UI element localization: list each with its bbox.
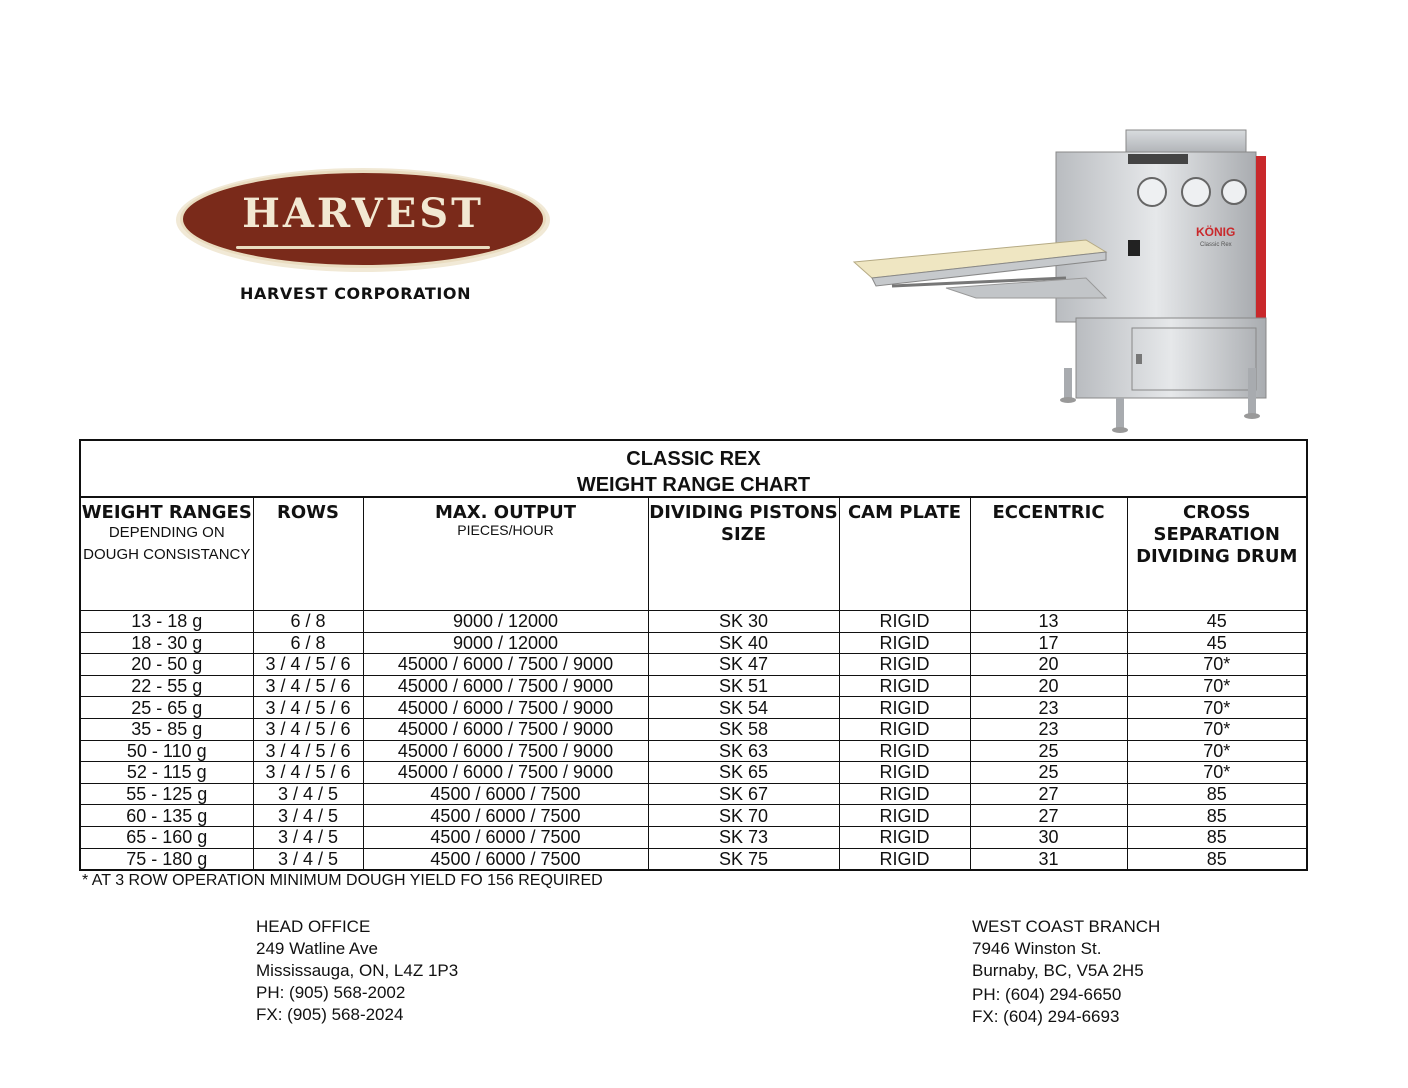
cell-max-output: 45000 / 6000 / 7500 / 9000 xyxy=(363,675,648,697)
cell-weight-range: 50 - 110 g xyxy=(81,740,253,762)
head-office-street: 249 Watline Ave xyxy=(256,939,378,958)
weight-range-chart xyxy=(79,439,1308,871)
cell-rows: 3 / 4 / 5 / 6 xyxy=(253,718,363,740)
header-eccentric: ECCENTRIC xyxy=(970,498,1127,611)
cell-cam-plate: RIGID xyxy=(839,805,970,827)
cell-cross-separation: 70* xyxy=(1127,654,1306,676)
cell-cross-separation: 85 xyxy=(1127,826,1306,848)
cell-eccentric: 17 xyxy=(970,632,1127,654)
cell-eccentric: 25 xyxy=(970,762,1127,784)
cell-piston-size: SK 58 xyxy=(648,718,839,740)
cell-weight-range: 55 - 125 g xyxy=(81,783,253,805)
head-office-title: HEAD OFFICE xyxy=(256,917,371,936)
cell-rows: 3 / 4 / 5 xyxy=(253,826,363,848)
cell-piston-size: SK 40 xyxy=(648,632,839,654)
west-branch-title: WEST COAST BRANCH xyxy=(972,917,1161,936)
cell-rows: 3 / 4 / 5 xyxy=(253,805,363,827)
logo-text: HARVEST xyxy=(242,190,484,237)
head-office-address xyxy=(256,916,458,1026)
table-body xyxy=(81,611,1306,870)
cell-cross-separation: 45 xyxy=(1127,611,1306,633)
cell-max-output: 45000 / 6000 / 7500 / 9000 xyxy=(363,740,648,762)
cell-rows: 3 / 4 / 5 xyxy=(253,783,363,805)
cell-rows: 3 / 4 / 5 xyxy=(253,848,363,869)
cell-cam-plate: RIGID xyxy=(839,632,970,654)
head-office-phone: PH: (905) 568-2002 xyxy=(256,983,406,1002)
cell-piston-size: SK 70 xyxy=(648,805,839,827)
table-row xyxy=(81,805,1306,827)
cell-max-output: 4500 / 6000 / 7500 xyxy=(363,848,648,869)
cell-rows: 3 / 4 / 5 / 6 xyxy=(253,654,363,676)
cell-max-output: 9000 / 12000 xyxy=(363,632,648,654)
cell-cam-plate: RIGID xyxy=(839,762,970,784)
cell-piston-size: SK 63 xyxy=(648,740,839,762)
dough-divider-machine-image xyxy=(836,128,1296,438)
cell-eccentric: 20 xyxy=(970,654,1127,676)
cell-piston-size: SK 51 xyxy=(648,675,839,697)
header-weight-label: WEIGHT RANGES xyxy=(81,502,252,523)
header-output-label: MAX. OUTPUT xyxy=(434,502,577,523)
cell-rows: 3 / 4 / 5 / 6 xyxy=(253,697,363,719)
cell-max-output: 45000 / 6000 / 7500 / 9000 xyxy=(363,697,648,719)
header-max-output xyxy=(363,498,648,611)
chart-footnote: * AT 3 ROW OPERATION MINIMUM DOUGH YIELD FO 156 REQUIRED xyxy=(82,872,603,889)
table-row xyxy=(81,697,1306,719)
table-row xyxy=(81,718,1306,740)
header-output-sub: PIECES/HOUR xyxy=(457,522,554,538)
chart-title xyxy=(81,441,1306,498)
cell-eccentric: 20 xyxy=(970,675,1127,697)
cell-eccentric: 27 xyxy=(970,805,1127,827)
head-office-city: Mississauga, ON, L4Z 1P3 xyxy=(256,961,459,980)
table-row xyxy=(81,654,1306,676)
cell-cam-plate: RIGID xyxy=(839,697,970,719)
west-branch-street: 7946 Winston St. xyxy=(972,939,1102,958)
cell-max-output: 45000 / 6000 / 7500 / 9000 xyxy=(363,718,648,740)
west-branch-fax: FX: (604) 294-6693 xyxy=(972,1007,1120,1026)
cell-weight-range: 25 - 65 g xyxy=(81,697,253,719)
cell-cross-separation: 85 xyxy=(1127,848,1306,869)
west-branch-city: Burnaby, BC, V5A 2H5 xyxy=(972,961,1144,980)
chart-title-line-1: CLASSIC REX xyxy=(626,448,761,470)
table-row xyxy=(81,762,1306,784)
cell-weight-range: 60 - 135 g xyxy=(81,805,253,827)
cell-eccentric: 30 xyxy=(970,826,1127,848)
header-cross-separation: CROSS SEPARATION DIVIDING DRUM xyxy=(1127,498,1306,611)
cell-cam-plate: RIGID xyxy=(839,740,970,762)
cell-rows: 3 / 4 / 5 / 6 xyxy=(253,762,363,784)
table-row xyxy=(81,611,1306,633)
cell-max-output: 9000 / 12000 xyxy=(363,611,648,633)
machine-model: Classic Rex xyxy=(1200,242,1232,248)
west-branch-address xyxy=(972,916,1160,1028)
cell-weight-range: 20 - 50 g xyxy=(81,654,253,676)
cell-piston-size: SK 73 xyxy=(648,826,839,848)
cell-cam-plate: RIGID xyxy=(839,611,970,633)
table-row xyxy=(81,826,1306,848)
west-branch-phone: PH: (604) 294-6650 xyxy=(972,985,1122,1004)
cell-weight-range: 75 - 180 g xyxy=(81,848,253,869)
cell-weight-range: 35 - 85 g xyxy=(81,718,253,740)
cell-cam-plate: RIGID xyxy=(839,654,970,676)
cell-rows: 6 / 8 xyxy=(253,611,363,633)
header-dividing-pistons: DIVIDING PISTONS SIZE xyxy=(648,498,839,611)
cell-eccentric: 23 xyxy=(970,697,1127,719)
cell-eccentric: 13 xyxy=(970,611,1127,633)
cell-max-output: 4500 / 6000 / 7500 xyxy=(363,805,648,827)
table-row xyxy=(81,632,1306,654)
corporation-name: HARVEST CORPORATION xyxy=(240,284,472,303)
cell-cam-plate: RIGID xyxy=(839,718,970,740)
cell-weight-range: 18 - 30 g xyxy=(81,632,253,654)
cell-max-output: 4500 / 6000 / 7500 xyxy=(363,826,648,848)
cell-cross-separation: 70* xyxy=(1127,697,1306,719)
cell-cross-separation: 85 xyxy=(1127,783,1306,805)
cell-max-output: 45000 / 6000 / 7500 / 9000 xyxy=(363,762,648,784)
cell-cross-separation: 85 xyxy=(1127,805,1306,827)
cell-max-output: 45000 / 6000 / 7500 / 9000 xyxy=(363,654,648,676)
header-cam-plate: CAM PLATE xyxy=(839,498,970,611)
cell-eccentric: 25 xyxy=(970,740,1127,762)
machine-brand: KÖNIG xyxy=(1196,225,1236,239)
head-office-fax: FX: (905) 568-2024 xyxy=(256,1005,404,1024)
cell-eccentric: 23 xyxy=(970,718,1127,740)
cell-piston-size: SK 30 xyxy=(648,611,839,633)
cell-max-output: 4500 / 6000 / 7500 xyxy=(363,783,648,805)
table-row xyxy=(81,848,1306,869)
cell-cam-plate: RIGID xyxy=(839,826,970,848)
table-row xyxy=(81,675,1306,697)
cell-cam-plate: RIGID xyxy=(839,848,970,869)
cell-eccentric: 31 xyxy=(970,848,1127,869)
logo-underline xyxy=(236,246,490,249)
cell-cam-plate: RIGID xyxy=(839,783,970,805)
table-row xyxy=(81,740,1306,762)
header-weight-sub: DEPENDING ON DOUGH CONSISTANCY xyxy=(83,524,251,563)
cell-piston-size: SK 67 xyxy=(648,783,839,805)
cell-cross-separation: 70* xyxy=(1127,675,1306,697)
cell-cam-plate: RIGID xyxy=(839,675,970,697)
cell-weight-range: 52 - 115 g xyxy=(81,762,253,784)
harvest-logo xyxy=(176,168,550,276)
chart-title-line-2: WEIGHT RANGE CHART xyxy=(576,474,811,496)
table-row xyxy=(81,783,1306,805)
header-rows: ROWS xyxy=(253,498,363,611)
header-weight-ranges xyxy=(81,498,253,611)
cell-cross-separation: 70* xyxy=(1127,718,1306,740)
cell-weight-range: 13 - 18 g xyxy=(81,611,253,633)
cell-piston-size: SK 75 xyxy=(648,848,839,869)
cell-weight-range: 65 - 160 g xyxy=(81,826,253,848)
cell-piston-size: SK 65 xyxy=(648,762,839,784)
cell-cross-separation: 70* xyxy=(1127,762,1306,784)
cell-cross-separation: 70* xyxy=(1127,740,1306,762)
cell-rows: 6 / 8 xyxy=(253,632,363,654)
cell-eccentric: 27 xyxy=(970,783,1127,805)
weight-range-table xyxy=(81,498,1306,869)
cell-weight-range: 22 - 55 g xyxy=(81,675,253,697)
cell-piston-size: SK 47 xyxy=(648,654,839,676)
cell-rows: 3 / 4 / 5 / 6 xyxy=(253,675,363,697)
cell-rows: 3 / 4 / 5 / 6 xyxy=(253,740,363,762)
cell-piston-size: SK 54 xyxy=(648,697,839,719)
cell-cross-separation: 45 xyxy=(1127,632,1306,654)
table-header-row xyxy=(81,498,1306,611)
